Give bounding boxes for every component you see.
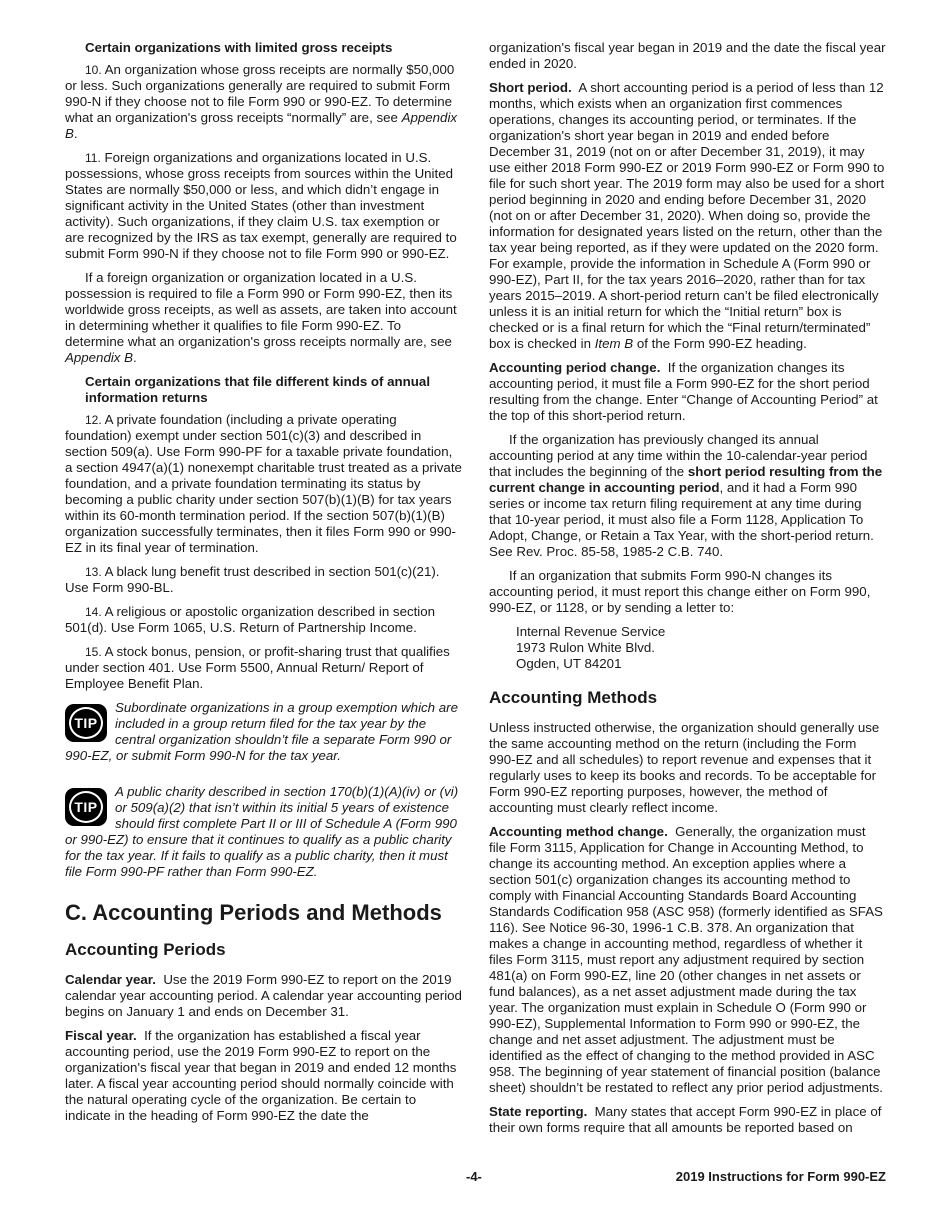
paragraph-11 — [65, 150, 462, 262]
paragraph-text: A short accounting period is a period of less than 12 months, which exists when an organization first commences operations, changes its accounting period, or terminates. If the organization's short year began in 2019 and ended before December 31, 2019 (not on or after December 31, 2019), it may use either 2018 Form 990-EZ or 2019 Form 990-EZ or Form 990 to file for such short year. The 2019 form may also be used for a short period beginning in 2020 and ending before December 31, 2020 (not on or after December 31, 2020). When doing so, provide the information for designated years listed on the return, other than the tax year being reported, as if they were updated on the 2020 form. For example, provide the information in Schedule A (Form 990 or 990-EZ), Part II, for the tax years 2016–2020, rather than for tax years 2015–2019. A short-period return can’t be filed electronically unless it is an initial return for which the “Initial return” box is checked or is a final return for which the “Final return/terminated” box is checked in — [489, 80, 885, 351]
paragraph-text: If the organization changes its accounting period, it must file a Form 990-EZ for the short period resulting from the change. Enter “Change of Accounting Period” at the top of this short-period return. — [489, 360, 878, 423]
paragraph-10: 10. An organization whose gross receipts are normally $50,000 or less. Such organizations generally are required to submit Form 990-N if they choose not to file Form 990 or 990-EZ. To determine what an organization's gross receipts “normally” are, see Appendix B. — [65, 62, 458, 141]
item-number: 14. — [85, 605, 102, 619]
right-column — [489, 40, 886, 1144]
paragraph-text: Many states that accept Form 990-EZ in place of their own forms require that all amounts be reported based on — [489, 1104, 882, 1135]
paragraph-12 — [65, 412, 462, 556]
subheading-accounting-periods: Accounting Periods — [65, 940, 226, 959]
run-in-heading: State reporting. — [489, 1104, 588, 1119]
paragraph-text-end: of the Form 990-EZ heading. — [633, 336, 807, 351]
appendix-reference: Appendix B — [65, 350, 134, 365]
paragraph-text: Use the 2019 Form 990-EZ to report on the 2019 calendar year accounting period. A calendar year accounting period begins on January 1 and ends on December 31. — [65, 972, 462, 1019]
run-in-heading: Accounting period change. — [489, 360, 661, 375]
subheading-accounting-methods: Accounting Methods — [489, 688, 658, 707]
paragraph-foreign: If a foreign organization or organization located in a U.S. possession is required to file a Form 990 or Form 990-EZ, then its worldwide gross receipts, as well as assets, are taken into account in determining whether it qualifies to file Form 990-EZ. To determine what an organization's gross receipts normally are, see Appendix B. — [65, 270, 457, 365]
paragraph-text: Generally, the organization must file Form 3115, Application for Change in Accounting Method, to change its accounting method. An exception applies where a section 501(c) organization changes its accounting method to comply with Financial Accounting Standards Board Accounting Standards Codification 958 (ASC 958) (formerly identified as SFAS 116). See Notice 96-30, 1996-1 C.B. 378. An organization that makes a change in accounting method, regardless of whether it files Form 3115, must report any adjustment required by section 481(a) on Form 990-EZ, line 20 (other changes in net assets or fund balances), as a net asset adjustment made during the tax year. The organization must explain in Schedule O (Form 990 or 990-EZ), Supplemental Information to Form 990 or 990-EZ, the change and net asset adjustment. The adjustment must be identified as the effect of changing to the method provided in ASC 958. The beginning of year statement of financial position (balance sheet) shouldn’t be restated to reflect any prior period adjustments. — [489, 824, 883, 1095]
tip-label: TIP — [74, 715, 98, 731]
paragraph-text: A stock bonus, pension, or profit-sharing trust that qualifies under section 401. Use Form 5500, Annual Return/ Report of Employee Benefit Plan. — [65, 644, 450, 691]
paragraph-14 — [65, 604, 462, 636]
tip-text: Subordinate organizations in a group exemption which are included in a group return filed for the tax year by the central organization shouldn’t file a separate Form 990 or 990-EZ, or submit Form 990-N for the tax year. — [65, 700, 458, 763]
paragraph-text: An organization whose gross receipts are normally $50,000 or less. Such organizations generally are required to submit Form 990-N if they choose not to file Form 990 or 990-EZ. To determine what an organization's gross receipts “normally” are, see — [65, 62, 455, 125]
section-title: C. Accounting Periods and Methods — [65, 900, 442, 925]
run-in-heading: Fiscal year. — [65, 1028, 137, 1043]
appendix-reference: Appendix B — [65, 110, 458, 141]
address-line: Internal Revenue Service — [516, 624, 666, 639]
irs-address — [516, 624, 886, 672]
item-reference: Item B — [594, 336, 634, 351]
item-number: 11. — [85, 151, 101, 165]
paragraph-short-period — [489, 80, 886, 352]
paragraph-text-end: , and it had a Form 990 series or income tax return filing requirement at any time during that 10-year period, it must also file a Form 1128, Application To Adopt, Change, or Retain a Tax Year, with the short-period return. See Rev. Proc. 85-58, 1985-2 C.B. 740. — [489, 480, 874, 559]
paragraph-fiscal-year — [65, 1028, 462, 1124]
paragraph-text: If the organization has established a fiscal year accounting period, use the 2019 Form 990-EZ to report on the organization's fiscal year that began in 2019 and ended 12 months later. A fiscal year accounting period should normally coincide with the natural operating cycle of the organization. Be certain to indicate in the heading of Form 990-EZ the date the — [65, 1028, 457, 1123]
heading-different-returns: Certain organizations that file different kinds of annual information returns — [85, 374, 431, 405]
bold-phrase: short period resulting from the current change in accounting period — [489, 464, 883, 495]
page-number: -4- — [466, 1169, 482, 1184]
paragraph-text: A private foundation (including a private operating foundation) exempt under section 501(c)(3) and described in section 509(a). Use Form 990-PF for a taxable private foundation, a section 4947(a)(1) nonexempt charitable trust treated as a private foundation, and a private foundation terminating its status by becoming a public charity under section 507(b)(1)(B) for tax years within its 60-month termination period. If the section 507(b)(1)(B) organization successfully terminates, then it files Form 990 or 990-EZ in its final year of termination. — [65, 412, 462, 555]
paragraph-accounting-method-change — [489, 824, 886, 1096]
paragraph-state-reporting — [489, 1104, 886, 1136]
paragraph-text: If the organization has previously changed its annual accounting period at any time within the 10-calendar-year period that includes the beginning of the — [489, 432, 868, 479]
tip-box-public-charity — [65, 784, 462, 880]
paragraph-15 — [65, 644, 462, 692]
tip-text: A public charity described in section 170(b)(1)(A)(iv) or (vi) or 509(a)(2) that isn’t within its initial 5 years of existence should first complete Part II or III of Schedule A (Form 990 or 990-EZ) to ensure that it continues to qualify as a public charity for the tax year. If it fails to qualify as a public charity, then it must file Form 990-PF rather than Form 990-EZ. — [65, 784, 459, 879]
tip-label: TIP — [74, 799, 98, 815]
paragraph-13 — [65, 564, 462, 596]
heading-limited-gross-receipts: Certain organizations with limited gross receipts — [85, 40, 393, 55]
address-line: 1973 Rulon White Blvd. — [516, 640, 655, 655]
paragraph-text: If a foreign organization or organization located in a U.S. possession is required to file a Form 990 or Form 990-EZ, then its worldwide gross receipts, as well as assets, are taken into account in determining whether it qualifies to file Form 990-EZ. To determine what an organization's gross receipts normally are, see — [65, 270, 457, 349]
paragraph-previous-change — [489, 432, 886, 560]
item-number: 12. — [85, 413, 102, 427]
paragraph-fiscal-continued: organization's fiscal year began in 2019 and the date the fiscal year ended in 2020. — [489, 40, 886, 71]
run-in-heading: Calendar year. — [65, 972, 156, 987]
item-number: 13. — [85, 565, 102, 579]
paragraph-text: A black lung benefit trust described in section 501(c)(21). Use Form 990-BL. — [65, 564, 440, 595]
tip-icon — [65, 704, 107, 742]
run-in-heading: Accounting method change. — [489, 824, 668, 839]
paragraph-text: Foreign organizations and organizations located in U.S. possessions, whose gross receipts from sources within the United States are normally $50,000 or less, and which didn’t engage in significant activity in the United States (other than investment activity). Such organizations, if they claim U.S. tax exemption or are recognized by the IRS as tax exempt, generally are required to submit Form 990-N if they choose not to file Form 990 or 990-EZ. — [65, 150, 457, 261]
paragraph-accounting-period-change — [489, 360, 886, 424]
document-title-footer: 2019 Instructions for Form 990-EZ — [675, 1169, 886, 1184]
item-number: 15. — [85, 645, 102, 659]
paragraph-text: A religious or apostolic organization described in section 501(d). Use Form 1065, U.S. Return of Partnership Income. — [65, 604, 436, 635]
run-in-heading: Short period. — [489, 80, 572, 95]
tip-box-group-exemption — [65, 700, 462, 764]
paragraph-accounting-methods: Unless instructed otherwise, the organization should generally use the same accounting method on the return (including the Form 990-EZ and all schedules) to report revenue and expenses that it regularly uses to keep its books and records. To be acceptable for Form 990-EZ reporting purposes, however, the method of accounting must clearly reflect income. — [489, 720, 880, 815]
item-number: 10. — [85, 63, 102, 77]
left-column — [65, 40, 462, 1132]
tip-icon — [65, 788, 107, 826]
paragraph-calendar-year — [65, 972, 462, 1020]
paragraph-990n-change: If an organization that submits Form 990-N changes its accounting period, it must report this change either on Form 990, 990-EZ, or 1128, or by sending a letter to: — [489, 568, 871, 615]
address-line: Ogden, UT 84201 — [516, 656, 622, 671]
